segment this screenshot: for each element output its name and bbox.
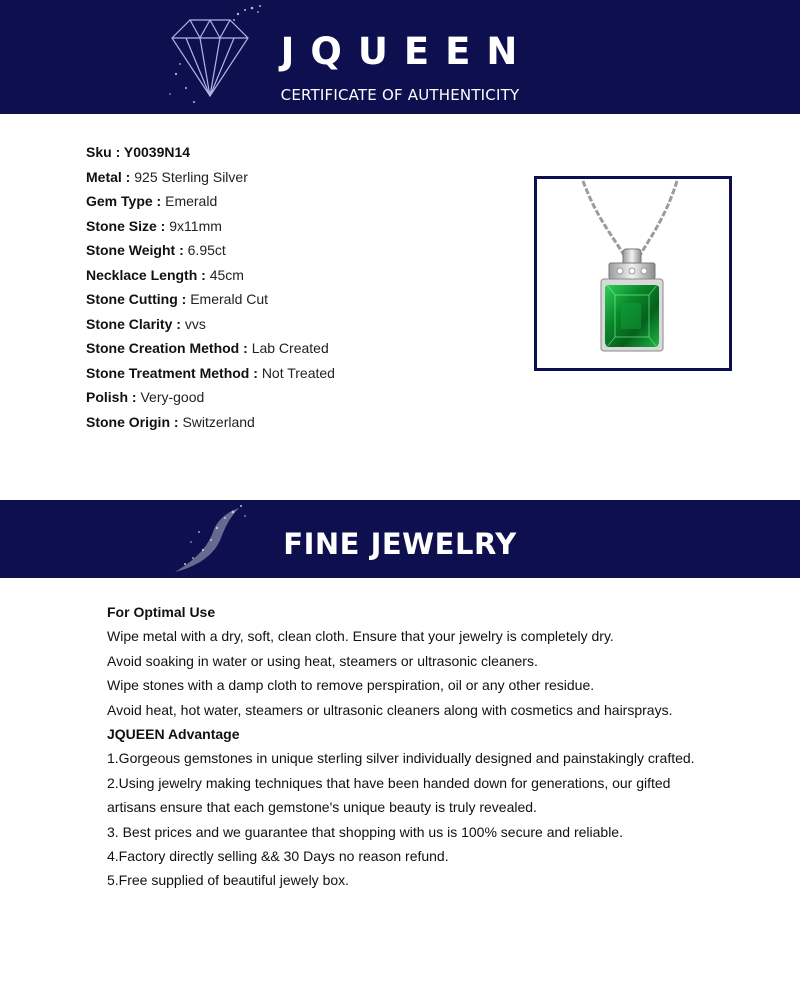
spec-value: 45cm [209,266,244,283]
care-section [107,600,695,893]
spec-key: Metal [86,168,122,185]
spec-key: Stone Origin [86,413,170,430]
advantage-line: 4.Factory directly selling && 30 Days no reason refund. [107,847,449,864]
spec-key: Gem Type [86,193,153,209]
spec-row: Metal : 925 Sterling Silver [86,168,248,185]
advantage-line: 3. Best prices and we guarantee that shopping with us is 100% secure and reliable. [107,823,623,840]
spec-key: Stone Cutting [86,291,178,307]
emerald-pendant-image [537,179,729,368]
section-title: FINE JEWELRY [283,527,517,561]
spec-value: Switzerland [182,413,255,430]
spec-row: Stone Weight : 6.95ct [86,242,226,258]
spec-value: Y0039N14 [123,144,191,160]
advantage-line: 5.Free supplied of beautiful jewely box. [107,872,350,889]
spec-row: Sku : Y0039N14 [86,144,191,160]
care-line: Avoid heat, hot water, steamers or ultrasonic cleaners along with cosmetics and hairsprays. [107,701,673,718]
spec-list [86,140,335,434]
spec-row: Necklace Length : 45cm [86,266,244,283]
spec-row: Stone Treatment Method : Not Treated [86,364,335,381]
spec-key: Stone Treatment Method [86,364,250,381]
spec-row: Stone Clarity : vvs [86,315,206,332]
spec-row: Stone Cutting : Emerald Cut [86,291,269,307]
spec-value: Not Treated [261,364,335,381]
care-heading: For Optimal Use [107,604,216,620]
advantage-heading: JQUEEN Advantage [107,725,240,742]
advantage-line: 2.Using jewelry making techniques that have been handed down for generations, our gifted [107,774,671,791]
spec-value: 925 Sterling Silver [134,168,248,185]
spec-key: Stone Weight [86,242,176,258]
care-line: Avoid soaking in water or using heat, steamers or ultrasonic cleaners. [107,652,538,669]
spec-value: 6.95ct [187,242,226,258]
spec-key: Polish [86,389,129,405]
section-banner [0,500,800,578]
spec-key: Necklace Length [86,266,198,283]
advantage-line: 1.Gorgeous gemstones in unique sterling silver individually designed and painstakingly crafted. [107,750,695,767]
spec-value: Emerald [165,193,218,209]
spec-row: Stone Creation Method : Lab Created [86,340,329,356]
spec-value: Lab Created [251,340,329,356]
spec-key: Stone Size [86,217,157,234]
spec-value: Emerald Cut [190,291,269,307]
spec-row: Stone Size : 9x11mm [86,217,222,234]
spec-key: Stone Clarity [86,315,173,332]
brand-name: JQUEEN [280,30,534,73]
spec-row: Stone Origin : Switzerland [86,413,255,430]
header-banner [0,0,800,114]
spec-key: Stone Creation Method [86,340,240,356]
spec-row: Polish : Very-good [86,389,205,405]
spec-value: vvs [184,315,206,332]
care-line: Wipe stones with a damp cloth to remove perspiration, oil or any other residue. [107,677,595,694]
care-line: Wipe metal with a dry, soft, clean cloth. Ensure that your jewelry is completely dry. [107,628,614,645]
spec-key: Sku [86,144,112,160]
certificate-subtitle: CERTIFICATE OF AUTHENTICITY [280,86,520,104]
advantage-line: artisans ensure that each gemstone's unique beauty is truly revealed. [107,799,537,816]
spec-value: Very-good [140,389,205,405]
spec-row: Gem Type : Emerald [86,193,218,209]
spec-value: 9x11mm [169,217,222,234]
product-image-frame [534,176,732,371]
